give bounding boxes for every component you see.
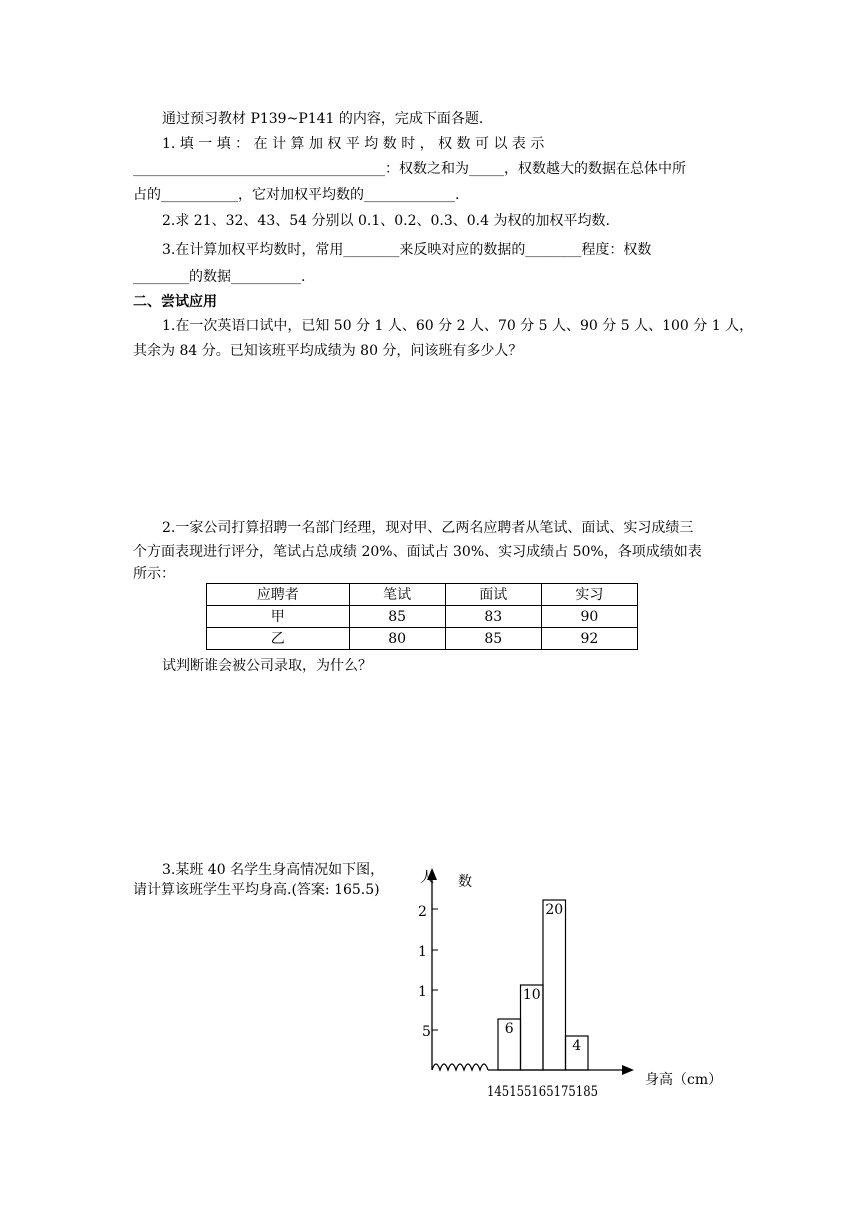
table-cell: 乙 <box>207 628 350 650</box>
app1-line2: 其余为 84 分。已知该班平均成绩为 80 分，问该班有多少人？ <box>133 343 523 359</box>
app3-line1: 3.某班 40 名学生身高情况如下图， <box>162 862 385 878</box>
app2-line2: 个方面表现进行评分，笔试占总成绩 20%、面试占 30%、实习成绩占 50%，各项成绩如表 <box>133 544 702 560</box>
q1-line1: 1. 填 一 填 ： 在 计 算 加 权 平 均 数 时 ， 权 数 可 以 表 示 <box>162 136 545 152</box>
q1-line3: 占的___________，它对加权平均数的_____________. <box>133 187 460 203</box>
bar-data-label: 20 <box>545 902 564 918</box>
y-tick-label: 5 <box>422 1024 431 1040</box>
q3-line1: 3.在计算加权平均数时，常用________来反映对应的数据的________程度：权数 <box>162 242 652 258</box>
table-cell: 83 <box>445 606 541 628</box>
section2-title: 二、尝试应用 <box>133 294 217 310</box>
app2-question: 试判断谁会被公司录取，为什么？ <box>162 658 372 674</box>
intro-text: 通过预习教材 P139~P141 的内容，完成下面各题. <box>162 111 484 127</box>
table-header-cell: 笔试 <box>349 584 445 606</box>
histogram-bar <box>543 900 566 1070</box>
x-tick-labels: 145155165175185 <box>487 1084 598 1100</box>
table-cell: 85 <box>349 606 445 628</box>
table-header-cell: 面试 <box>445 584 541 606</box>
table-cell: 90 <box>541 606 637 628</box>
app3-line2: 请计算该班学生平均身高.(答案: 165.5) <box>133 882 380 898</box>
app2-line1: 2.一家公司打算招聘一名部门经理，现对甲、乙两名应聘者从笔试、面试、实习成绩三 <box>162 520 694 536</box>
q1-line2: ____________________________________：权数之和为_____，权数越大的数据在总体中所 <box>133 161 686 177</box>
y-tick-label: 1 <box>418 984 427 1000</box>
table-header-cell: 实习 <box>541 584 637 606</box>
x-axis-arrow <box>622 1065 634 1075</box>
y-axis-label-shu: 数 <box>458 874 472 890</box>
y-tick-label: 1 <box>418 944 427 960</box>
table-cell: 92 <box>541 628 637 650</box>
q2-text: 2.求 21、32、43、54 分别以 0.1、0.2、0.3、0.4 为权的加权平均数. <box>162 213 610 229</box>
x-axis-label: 身高（cm） <box>645 1072 723 1088</box>
q3-line2: ________的数据__________. <box>133 269 306 285</box>
table-cell: 85 <box>445 628 541 650</box>
app2-line3: 所示： <box>133 566 175 582</box>
y-tick-label: 2 <box>418 904 427 920</box>
bar-data-label: 6 <box>504 1021 514 1037</box>
app1-line1: 1.在一次英语口试中，已知 50 分 1 人、60 分 2 人、70 分 5 人、90 分 5 人、100 分 1 人， <box>162 318 754 334</box>
axis-break-zigzag <box>432 1064 488 1070</box>
bar-data-label: 4 <box>572 1038 582 1054</box>
table-cell: 80 <box>349 628 445 650</box>
bar-data-label: 10 <box>522 987 541 1003</box>
table-cell: 甲 <box>207 606 350 628</box>
y-axis-label-ren: 人 <box>420 870 434 886</box>
table-header-cell: 应聘者 <box>207 584 350 606</box>
